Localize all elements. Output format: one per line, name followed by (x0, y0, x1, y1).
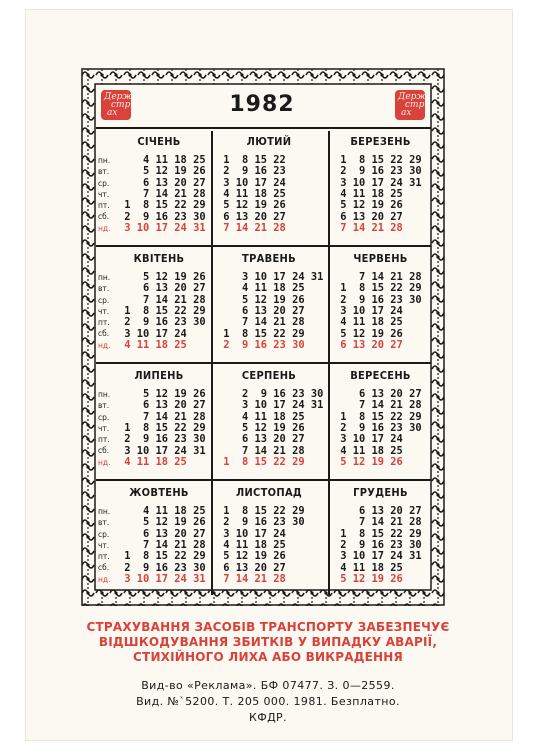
week-row: 7 14 21 28 (118, 410, 206, 423)
weekday-label: нд. (98, 457, 111, 467)
week-row: 4 11 18 25 (334, 316, 403, 329)
week-row: 4 11 18 25 (217, 538, 286, 551)
weekday-label: сб. (98, 212, 110, 222)
week-row: 2 9 16 23 30 (217, 516, 305, 529)
month-block (330, 482, 431, 598)
week-row: 2 9 16 23 30 (118, 210, 206, 223)
insurance-slogan-line-2: ВІДШКОДУВАННЯ ЗБИТКІВ У ВИПАДКУ АВАРІЇ, (98, 635, 438, 649)
week-row: 7 14 21 28 (334, 399, 422, 412)
insurance-slogan-line-3: СТИХІЙНОГО ЛИХА АБО ВИКРАДЕННЯ (133, 650, 403, 664)
week-row: 3 10 17 24 31 (334, 550, 422, 563)
week-row: 4 11 18 25 (118, 455, 187, 468)
week-row: 5 12 19 26 (334, 455, 403, 468)
weekday-label: сб. (98, 446, 110, 456)
week-row: 6 13 20 27 (118, 176, 206, 189)
week-row: 6 13 20 27 (334, 388, 422, 400)
week-row: 5 12 19 26 (334, 199, 403, 212)
week-row: 2 9 16 23 30 (217, 388, 324, 400)
weekday-label: чт. (98, 189, 110, 199)
week-row: 1 8 15 22 29 (334, 154, 422, 166)
week-row: 6 13 20 27 (334, 210, 403, 223)
month-block (213, 365, 325, 481)
week-row: 6 13 20 27 (217, 304, 305, 317)
weekday-label: нд. (98, 223, 111, 233)
weekday-labels (98, 506, 110, 585)
weekday-label: чт. (98, 423, 110, 433)
week-row: 7 14 21 28 (118, 187, 206, 200)
weekday-label: пт. (98, 552, 110, 562)
week-row: 5 12 19 26 (217, 421, 305, 434)
month-name: БЕРЕЗЕНЬ (350, 135, 411, 148)
weekday-label: ср. (98, 412, 110, 422)
week-row: 2 9 16 23 30 (118, 433, 206, 446)
weekday-label: нд. (98, 574, 111, 584)
week-row: 5 12 19 26 (217, 293, 305, 306)
weekday-label: нд. (98, 340, 111, 350)
year-title: 1982 (229, 92, 295, 117)
week-row: 3 10 17 24 31 (217, 271, 324, 283)
week-row: 1 8 15 22 29 (118, 199, 206, 212)
imprint-line-1: Вид-во «Реклама». БФ 07477. З. 0—2559. (141, 679, 395, 692)
month-name: ЛИСТОПАД (235, 486, 303, 499)
week-row: 3 10 17 24 31 (118, 221, 206, 234)
weekday-label: ср. (98, 295, 110, 305)
week-row: 3 10 17 24 (118, 327, 187, 340)
gosstrakh-logo-right: Держ стр ах (395, 90, 425, 120)
week-row: 4 11 18 25 (118, 338, 187, 351)
month-block (96, 248, 208, 364)
week-row: 2 9 16 23 30 (334, 293, 422, 306)
week-row: 3 10 17 24 31 (217, 399, 324, 412)
weekday-label: чт. (98, 540, 110, 550)
week-row: 4 11 18 25 (118, 505, 206, 517)
weekday-label: вт. (98, 518, 110, 528)
weekday-label: сб. (98, 563, 110, 573)
month-block (96, 482, 208, 598)
weekday-labels (98, 272, 110, 351)
week-row: 5 12 19 26 (118, 388, 206, 400)
month-name: ЛИПЕНЬ (134, 369, 184, 382)
week-row: 4 11 18 25 (217, 282, 305, 295)
week-row: 7 14 21 28 (217, 316, 305, 329)
weekday-label: пн. (98, 273, 111, 282)
week-row: 2 9 16 23 30 (334, 538, 422, 551)
week-row: 3 10 17 24 (334, 433, 403, 446)
month-block (213, 482, 325, 598)
weekday-label: сб. (98, 329, 110, 339)
weekday-label: вт. (98, 401, 110, 411)
week-row: 7 14 21 28 (217, 572, 286, 585)
weekday-label: пт. (98, 435, 110, 445)
weekday-label: пт. (98, 318, 110, 328)
imprint-line-2: Вид. №`5200. Т. 205 000. 1981. Безплатно. (136, 695, 400, 708)
week-row: 3 10 17 24 (217, 176, 286, 189)
calendar-grid (96, 131, 431, 595)
week-row: 1 8 15 22 29 (118, 304, 206, 317)
week-row: 6 13 20 27 (118, 399, 206, 412)
week-row: 5 12 19 26 (118, 165, 206, 178)
week-row: 1 8 15 22 29 (118, 421, 206, 434)
week-row: 5 12 19 26 (118, 516, 206, 529)
week-row: 2 9 16 23 30 (334, 421, 422, 434)
week-row: 1 8 15 22 29 (334, 527, 422, 540)
week-row: 4 11 18 25 (118, 154, 206, 166)
week-row: 7 14 21 28 (118, 538, 206, 551)
week-row: 3 10 17 24 (217, 527, 286, 540)
week-row: 7 14 21 28 (334, 221, 403, 234)
grid-divider-horizontal (96, 127, 431, 129)
week-row: 1 8 15 22 29 (334, 410, 422, 423)
week-row: 1 8 15 22 (217, 154, 286, 166)
month-block (330, 365, 431, 481)
week-row: 6 13 20 27 (217, 433, 305, 446)
month-block (330, 131, 431, 247)
week-row: 5 12 19 26 (334, 572, 403, 585)
month-name: ТРАВЕНЬ (242, 252, 296, 265)
month-block (96, 365, 208, 481)
month-name: ГРУДЕНЬ (353, 486, 408, 499)
week-row: 4 11 18 25 (334, 561, 403, 574)
week-row: 1 8 15 22 29 (217, 505, 305, 517)
month-block (330, 248, 431, 364)
month-name: ЖОВТЕНЬ (129, 486, 189, 499)
month-name: ВЕРЕСЕНЬ (350, 369, 411, 382)
week-row: 5 12 19 26 (118, 271, 206, 283)
week-row: 5 12 19 26 (334, 327, 403, 340)
week-row: 6 13 20 27 (217, 561, 286, 574)
week-row: 4 11 18 25 (217, 187, 286, 200)
week-row: 1 8 15 22 29 (118, 550, 206, 563)
week-row: 6 13 20 27 (334, 505, 422, 517)
month-name: ЧЕРВЕНЬ (353, 252, 408, 265)
week-row: 3 10 17 24 31 (118, 572, 206, 585)
week-row: 1 8 15 22 29 (217, 455, 305, 468)
week-row: 2 9 16 23 30 (118, 561, 206, 574)
week-row: 7 14 21 28 (217, 221, 286, 234)
weekday-labels (98, 155, 110, 234)
month-block (213, 131, 325, 247)
weekday-label: вт. (98, 167, 110, 177)
week-row: 2 9 16 23 30 (217, 338, 305, 351)
insurance-slogan-line-1: СТРАХУВАННЯ ЗАСОБІВ ТРАНСПОРТУ ЗАБЕЗПЕЧУЄ (86, 620, 450, 634)
week-row: 5 12 19 26 (217, 550, 286, 563)
week-row: 4 11 18 25 (217, 410, 305, 423)
imprint-line-3: КФДР. (248, 711, 287, 724)
week-row: 2 9 16 23 (217, 165, 286, 178)
week-row: 2 9 16 23 30 (118, 316, 206, 329)
weekday-label: ср. (98, 178, 110, 188)
month-name: ЛЮТИЙ (246, 135, 292, 148)
week-row: 6 13 20 27 (118, 282, 206, 295)
week-row: 3 10 17 24 31 (118, 444, 206, 457)
week-row: 1 8 15 22 29 (334, 282, 422, 295)
month-block (213, 248, 325, 364)
weekday-label: пт. (98, 201, 110, 211)
week-row: 4 11 18 25 (334, 444, 403, 457)
week-row: 5 12 19 26 (217, 199, 286, 212)
weekday-label: вт. (98, 284, 110, 294)
month-name: СІЧЕНЬ (137, 135, 181, 148)
week-row: 1 8 15 22 29 (217, 327, 305, 340)
gosstrakh-logo-left: Держ стр ах (101, 90, 131, 120)
weekday-label: чт. (98, 306, 110, 316)
weekday-labels (98, 389, 110, 468)
week-row: 7 14 21 28 (334, 271, 422, 283)
weekday-label: ср. (98, 529, 110, 539)
week-row: 2 9 16 23 30 (334, 165, 422, 178)
week-row: 7 14 21 28 (118, 293, 206, 306)
week-row: 7 14 21 28 (217, 444, 305, 457)
week-row: 6 13 20 27 (334, 338, 403, 351)
week-row: 6 13 20 27 (217, 210, 286, 223)
weekday-label: пн. (98, 156, 111, 165)
week-row: 6 13 20 27 (118, 527, 206, 540)
month-name: КВІТЕНЬ (133, 252, 185, 265)
month-block (96, 131, 208, 247)
week-row: 3 10 17 24 31 (334, 176, 422, 189)
month-name: СЕРПЕНЬ (241, 369, 297, 382)
week-row: 7 14 21 28 (334, 516, 422, 529)
week-row: 4 11 18 25 (334, 187, 403, 200)
weekday-label: пн. (98, 507, 111, 516)
week-row: 3 10 17 24 (334, 304, 403, 317)
weekday-label: пн. (98, 390, 111, 399)
